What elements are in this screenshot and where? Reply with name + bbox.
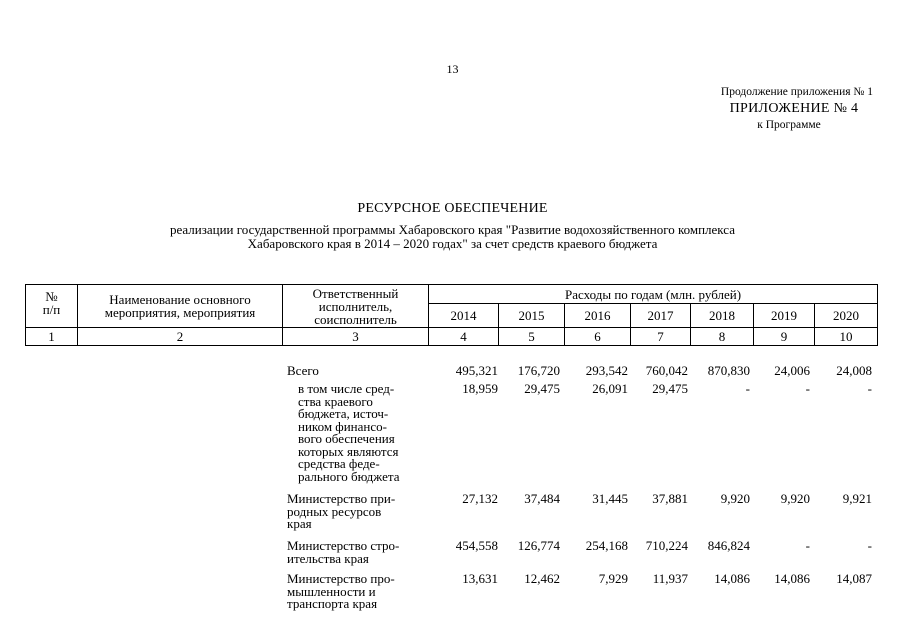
value-2020: 9,921: [842, 491, 872, 506]
col-number-1: 1: [26, 328, 78, 346]
table-header: [25, 284, 878, 346]
header-year-2015: 2015: [499, 304, 565, 328]
row-label-line: Министерство про-: [287, 571, 395, 586]
value-2017: 760,042: [645, 363, 688, 378]
row-label-line: Министерство при-: [287, 491, 396, 506]
value-2018: 9,920: [720, 491, 750, 506]
value-2017: 29,475: [652, 381, 688, 396]
col-number-5: 5: [499, 328, 565, 346]
col-number-9: 9: [754, 328, 815, 346]
header-col-executor-line-2: исполнитель,: [318, 299, 393, 314]
row-label: [287, 573, 427, 611]
header-col-expenses: Расходы по годам (млн. рублей): [429, 285, 878, 304]
header-col-name-line-1: Наименование основного: [109, 292, 251, 307]
header-year-2016: 2016: [565, 304, 631, 328]
value-2018: 14,086: [714, 571, 750, 586]
value-2016: 31,445: [592, 491, 628, 506]
row-label-line: средства феде-: [298, 456, 380, 471]
header-col-name: [78, 285, 283, 328]
value-2014: 18,959: [462, 381, 498, 396]
value-2015: 12,462: [524, 571, 560, 586]
header-year-2014: 2014: [429, 304, 499, 328]
value-2017: 37,881: [652, 491, 688, 506]
row-label-line: в том числе сред-: [298, 381, 395, 396]
row-label-line: Всего: [287, 363, 319, 378]
col-number-2: 2: [78, 328, 283, 346]
subtitle-line-1: реализации государственной программы Хабаровского края "Развитие водохозяйственного комплекса: [169, 222, 736, 237]
value-2015: 126,774: [517, 538, 560, 553]
col-number-8: 8: [691, 328, 754, 346]
header-year-2017: 2017: [631, 304, 691, 328]
value-2018: 846,824: [707, 538, 750, 553]
value-2016: 7,929: [598, 571, 628, 586]
value-2019: -: [805, 538, 810, 553]
row-label-line: ства краевого: [298, 393, 373, 409]
header-col-name-line-2: мероприятия, мероприятия: [104, 305, 256, 320]
header-col-executor-line-1: Ответственный: [312, 286, 399, 301]
value-2015: 37,484: [524, 491, 560, 506]
value-2014: 454,558: [455, 538, 498, 553]
value-2020: -: [867, 381, 872, 396]
value-2020: 14,087: [836, 571, 872, 586]
value-2016: 293,542: [585, 363, 628, 378]
appendix-title: ПРИЛОЖЕНИЕ № 4: [729, 101, 859, 116]
row-label-line: которых являются: [298, 443, 399, 459]
header-year-2018: 2018: [691, 304, 754, 328]
row-label-line: рального бюджета: [298, 468, 400, 484]
header-col-number-line-2: п/п: [42, 302, 61, 317]
header-col-number: [26, 285, 78, 328]
row-label-line: транспорта края: [287, 596, 378, 611]
col-number-7: 7: [631, 328, 691, 346]
row-label-line: Министерство стро-: [287, 538, 400, 553]
document-subtitle: [0, 223, 905, 251]
value-2016: 254,168: [585, 538, 628, 553]
row-label-line: ником финансо-: [298, 418, 387, 434]
header-col-number-line-1: №: [45, 289, 58, 304]
value-2019: 24,006: [774, 363, 810, 378]
col-number-6: 6: [565, 328, 631, 346]
header-col-executor-line-3: соисполнитель: [314, 312, 397, 327]
row-label-line: мышленности и: [287, 583, 376, 599]
col-number-3: 3: [283, 328, 429, 346]
value-2014: 27,132: [462, 491, 498, 506]
row-label-line: родных ресурсов: [287, 503, 382, 519]
row-label-line: ительства края: [287, 550, 369, 566]
continuation-note: Продолжение приложения № 1: [720, 86, 873, 98]
subtitle-line-2: Хабаровского края в 2014 – 2020 годах" за счет средств краевого бюджета: [247, 236, 658, 251]
value-2017: 11,937: [652, 571, 688, 586]
row-label: [287, 493, 427, 531]
value-2019: 14,086: [774, 571, 810, 586]
row-label-line: края: [287, 516, 312, 531]
value-2019: -: [805, 381, 810, 396]
header-year-2019: 2019: [754, 304, 815, 328]
row-label-line: бюджета, источ-: [298, 406, 389, 421]
document-title: РЕСУРСНОЕ ОБЕСПЕЧЕНИЕ: [357, 201, 548, 216]
value-2017: 710,224: [645, 538, 688, 553]
value-2014: 13,631: [462, 571, 498, 586]
value-2018: 870,830: [707, 363, 750, 378]
value-2014: 495,321: [455, 363, 498, 378]
value-2020: -: [867, 538, 872, 553]
row-label-line: вого обеспечения: [298, 431, 395, 446]
value-2020: 24,008: [836, 363, 872, 378]
row-label: [287, 540, 427, 565]
page-number: 13: [446, 62, 459, 76]
row-label: [287, 383, 438, 483]
value-2018: -: [745, 381, 750, 396]
header-col-executor: [283, 285, 429, 328]
annex-header: [600, 86, 900, 131]
col-number-4: 4: [429, 328, 499, 346]
value-2015: 176,720: [517, 363, 560, 378]
value-2015: 29,475: [524, 381, 560, 396]
row-label: [287, 365, 427, 378]
header-year-2020: 2020: [815, 304, 878, 328]
program-reference: к Программе: [757, 119, 821, 131]
value-2016: 26,091: [592, 381, 628, 396]
value-2019: 9,920: [780, 491, 810, 506]
col-number-10: 10: [815, 328, 878, 346]
